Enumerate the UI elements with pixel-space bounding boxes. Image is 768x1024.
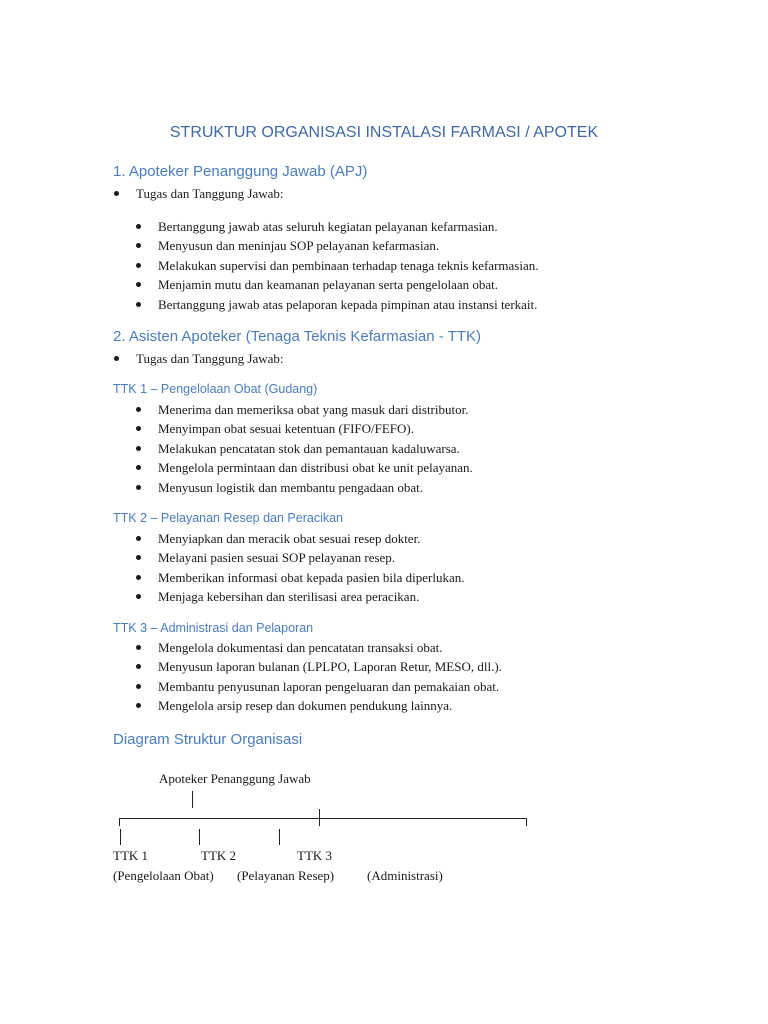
list-item: Menjaga kebersihan dan sterilisasi area peracikan. [158,587,464,606]
diagram-heading: Diagram Struktur Organisasi [113,731,303,748]
list-item: Menyusun dan meninjau SOP pelayanan kefarmasian. [158,236,538,255]
list-item: Melakukan supervisi dan pembinaan terhadap tenaga teknis kefarmasian. [158,256,538,275]
diagram-left-tick [119,818,120,826]
diagram-center-tick [319,809,320,826]
list-item: Mengelola permintaan dan distribusi obat ke unit pelayanan. [158,458,473,477]
section-heading-ttk: 2. Asisten Apoteker (Tenaga Teknis Kefarmasian - TTK) [113,328,481,345]
list-item: Tugas dan Tanggung Jawab: [136,184,284,203]
diagram-branch-line [119,818,527,819]
diagram-connector-ttk3 [279,829,280,845]
list-item: Bertanggung jawab atas pelaporan kepada pimpinan atau instansi terkait. [158,295,538,314]
list-item: Menyusun laporan bulanan (LPLPO, Laporan Retur, MESO, dll.). [158,657,502,676]
list-item: Menyiapkan dan meracik obat sesuai resep dokter. [158,529,464,548]
list-item: Melayani pasien sesuai SOP pelayanan resep. [158,548,464,567]
diagram-root-label: Apoteker Penanggung Jawab [159,771,311,786]
list-item: Menjamin mutu dan keamanan pelayanan serta pengelolaan obat. [158,275,538,294]
list-item: Memberikan informasi obat kepada pasien bila diperlukan. [158,568,464,587]
list-item: Menyimpan obat sesuai ketentuan (FIFO/FEFO). [158,419,473,438]
list-item: Mengelola arsip resep dan dokumen pendukung lainnya. [158,696,502,715]
diagram-node-ttk1-role: (Pengelolaan Obat) [113,868,214,883]
diagram-node-ttk2-role: (Pelayanan Resep) [237,868,335,883]
page-title: STRUKTUR ORGANISASI INSTALASI FARMASI / APOTEK [169,124,599,141]
diagram-right-tick [526,818,527,826]
sub-heading-ttk2: TTK 2 – Pelayanan Resep dan Peracikan [113,511,343,525]
list-item: Tugas dan Tanggung Jawab: [136,349,284,368]
list-item: Menyusun logistik dan membantu pengadaan obat. [158,478,473,497]
sub-heading-ttk3: TTK 3 – Administrasi dan Pelaporan [113,621,314,635]
diagram-node-ttk1-name: TTK 1 [113,848,149,863]
diagram-connector-ttk1 [120,829,121,845]
diagram-node-ttk3-name: TTK 3 [297,848,333,863]
section-heading-apj: 1. Apoteker Penanggung Jawab (APJ) [113,163,368,180]
list-item: Mengelola dokumentasi dan pencatatan transaksi obat. [158,638,502,657]
list-item: Menerima dan memeriksa obat yang masuk dari distributor. [158,400,473,419]
sub-heading-ttk1: TTK 1 – Pengelolaan Obat (Gudang) [113,382,318,396]
list-item: Melakukan pencatatan stok dan pemantauan kadaluwarsa. [158,439,473,458]
diagram-node-ttk2-name: TTK 2 [201,848,237,863]
list-item: Membantu penyusunan laporan pengeluaran dan pemakaian obat. [158,677,502,696]
apj-intro-list [136,184,284,203]
diagram-root-connector [192,791,193,808]
ttk1-duties-list [158,400,473,497]
apj-duties-list [158,217,538,314]
ttk2-duties-list [158,529,464,607]
ttk3-duties-list [158,638,502,716]
list-item: Bertanggung jawab atas seluruh kegiatan pelayanan kefarmasian. [158,217,538,236]
diagram-node-ttk3-role: (Administrasi) [367,868,443,883]
diagram-connector-ttk2 [199,829,200,845]
ttk-intro-list [136,349,284,368]
